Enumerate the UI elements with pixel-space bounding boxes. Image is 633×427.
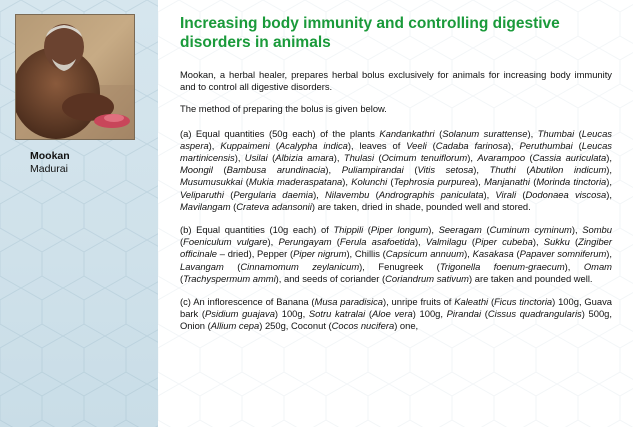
text-run: ) 100g, Guava bark ( (180, 296, 612, 320)
italic-term: Sotru katralai (308, 308, 366, 320)
italic-term: Ocimum tenuiflorum (381, 152, 468, 164)
text-run: ( (574, 127, 582, 139)
text-run: ) 250g, Coconut ( (259, 320, 332, 332)
italic-term: Cadaba farinosa (435, 139, 508, 151)
italic-term: Sombu (582, 224, 612, 236)
text-run: ), (473, 164, 490, 176)
italic-term: Vitis setosa (417, 164, 474, 176)
text-run: ), (267, 236, 279, 248)
italic-term: Dodonaea viscosa (525, 188, 607, 200)
text-run: ( (515, 164, 530, 176)
text-run: (c) An inflorescence of Banana ( (180, 296, 315, 308)
italic-term: Trachyspermum ammi (183, 272, 276, 284)
italic-term: Abutilon indicum (529, 164, 607, 176)
italic-term: Musa paradisica (314, 296, 383, 308)
text-run: ), unripe fruits of (383, 296, 455, 308)
text-run: ), (428, 224, 439, 236)
text-run: ) 100g, (274, 308, 309, 320)
italic-term: Pirandai (446, 308, 482, 320)
italic-term: Coriandrum sativum (385, 272, 469, 284)
italic-term: Zingiber officinale (180, 236, 612, 260)
text-run: ( (466, 236, 475, 248)
italic-term: Seeragam (438, 224, 482, 236)
healer-name: Mookan (30, 150, 70, 162)
italic-term: Kaleathi (454, 296, 489, 308)
article-title: Increasing body immunity and controlling digestive disorders in animals (180, 15, 560, 51)
text-run: ), Fenugreek ( (359, 260, 440, 272)
text-run: ) are taken, dried in shade, pounded well and stored. (311, 200, 531, 212)
italic-term: Ferula asafoetida (339, 236, 415, 248)
italic-term: Perungayam (278, 236, 332, 248)
italic-term: Musumusukkai (180, 176, 243, 188)
italic-term: Puliampirandai (341, 164, 404, 176)
text-run: ), (483, 188, 496, 200)
text-run: ( (331, 236, 340, 248)
text-run: ( (403, 164, 418, 176)
method-paragraph: The method of preparing the bolus is given below. (180, 103, 387, 115)
italic-term: Usilai (244, 152, 268, 164)
italic-term: Tephrosia purpurea (393, 176, 476, 188)
italic-term: Thulasi (343, 152, 375, 164)
italic-term: Solanum surattense (442, 127, 528, 139)
text-run: ( (374, 152, 382, 164)
text-run: ( (516, 188, 526, 200)
italic-term: Cissus quadrangularis (487, 308, 582, 320)
italic-term: Pergularia daemia (233, 188, 314, 200)
text-run: ( (365, 308, 373, 320)
text-run: ( (242, 176, 249, 188)
text-run: ( (212, 164, 227, 176)
text-run: ) one, (394, 320, 419, 332)
text-run: ), (532, 236, 544, 248)
paragraph-b (180, 224, 612, 285)
text-run: ( (223, 260, 241, 272)
italic-term: Avarampoo (477, 152, 526, 164)
italic-term: Capsicum annuum (385, 248, 465, 260)
text-run: ), (234, 152, 245, 164)
text-run: ( (387, 176, 394, 188)
italic-term: Piper cubeba (475, 236, 533, 248)
text-run: ( (513, 248, 520, 260)
text-run: ( (572, 139, 582, 151)
text-run: ( (481, 224, 490, 236)
italic-term: Foeniculum vulgare (183, 236, 268, 248)
text-run: ), (507, 139, 520, 151)
text-run: ), leaves of (347, 139, 407, 151)
paragraph-c (180, 296, 612, 333)
italic-term: Kandankathri (379, 127, 435, 139)
italic-term: Sukku (543, 236, 570, 248)
italic-term: Piper longum (370, 224, 429, 236)
text-run: ( (369, 188, 379, 200)
text-run: ), (606, 176, 612, 188)
text-run: ), (333, 152, 344, 164)
text-run: ), (414, 236, 426, 248)
italic-term: Kolunchi (351, 176, 388, 188)
italic-term: Cocos nucifera (331, 320, 395, 332)
italic-term: Virali (495, 188, 517, 200)
text-run: ( (488, 296, 495, 308)
text-run: ), (325, 164, 342, 176)
sidebar (0, 0, 158, 427)
italic-term: Valmilagu (425, 236, 467, 248)
text-run: ( (180, 272, 184, 284)
text-run: – dried), Pepper ( (217, 248, 294, 260)
main-content (158, 0, 633, 427)
text-run: ), (467, 152, 478, 164)
text-run: ( (269, 139, 279, 151)
text-run: ( (525, 152, 533, 164)
text-run: ( (481, 308, 488, 320)
italic-term: Acalypha indica (278, 139, 348, 151)
text-run: ), (313, 188, 326, 200)
italic-term: Aloe vera (372, 308, 413, 320)
text-run: ), (342, 176, 352, 188)
italic-term: Trigonella foenum-graecum (439, 260, 565, 272)
italic-term: Cuminum cyminum (489, 224, 572, 236)
text-run: ( (426, 139, 436, 151)
italic-term: Leucas aspera (180, 127, 612, 151)
text-run: ( (223, 188, 234, 200)
italic-term: Veeli (406, 139, 427, 151)
italic-term: Omam (583, 260, 612, 272)
text-run: ), (564, 260, 584, 272)
italic-term: Ficus tinctoria (494, 296, 553, 308)
italic-term: Papaver somniferum (519, 248, 607, 260)
italic-term: Peruthumbai (519, 139, 573, 151)
italic-term: Andrographis paniculata (378, 188, 484, 200)
italic-term: Albizia amara (275, 152, 334, 164)
article (180, 14, 612, 333)
italic-term: Thuthi (489, 164, 516, 176)
text-run: ) 100g, (412, 308, 447, 320)
text-run: ( (529, 176, 537, 188)
text-run: ), (606, 188, 612, 200)
italic-term: Mukia maderaspatana (248, 176, 343, 188)
text-run: ( (363, 224, 371, 236)
italic-term: Kuppaimeni (220, 139, 270, 151)
text-run: ), (464, 248, 473, 260)
text-run: ), (606, 164, 612, 176)
text-run: ), Chillis ( (346, 248, 386, 260)
text-run: ( (180, 236, 184, 248)
italic-term: Moongil (180, 164, 213, 176)
italic-term: Psidium guajava (205, 308, 275, 320)
text-run: ) 500g, Onion ( (180, 308, 612, 332)
italic-term: Nilavembu (325, 188, 370, 200)
text-run: ( (230, 200, 237, 212)
text-run: (b) Equal quantities (10g each) of (180, 224, 334, 236)
text-run: ( (267, 152, 276, 164)
text-run: ), (527, 127, 538, 139)
text-run: ), (208, 139, 221, 151)
text-run: ) are taken and pounded well. (469, 272, 593, 284)
italic-term: Leucas martinicensis (180, 139, 612, 164)
text-run: ), (606, 248, 612, 260)
italic-term: Thippili (333, 224, 364, 236)
italic-term: Cinnamomum zeylanicum (240, 260, 360, 272)
paragraph-a (180, 128, 612, 213)
italic-term: Kasakasa (472, 248, 514, 260)
healer-portrait-photo (15, 14, 135, 140)
italic-term: Crateva adansonii (236, 200, 312, 212)
healer-place: Madurai (30, 163, 68, 175)
italic-term: Cassia auriculata (532, 152, 607, 164)
text-run: ( (434, 127, 443, 139)
text-run: ), (606, 152, 612, 164)
italic-term: Mavilangam (180, 200, 231, 212)
text-run: ( (569, 236, 579, 248)
italic-term: Veliparuthi (180, 188, 224, 200)
italic-term: Bambusa arundinacia (226, 164, 326, 176)
italic-term: Lavangam (180, 260, 224, 272)
text-run: ), and seeds of coriander ( (275, 272, 386, 284)
italic-term: Morinda tinctoria (536, 176, 607, 188)
italic-term: Thumbai (537, 127, 575, 139)
italic-term: Allium cepa (210, 320, 260, 332)
text-run: ), (475, 176, 485, 188)
text-run: ), (571, 224, 583, 236)
italic-term: Manjanathi (484, 176, 530, 188)
text-run: (a) Equal quantities (50g each) of the plants (180, 127, 380, 139)
intro-paragraph: Mookan, a herbal healer, prepares herbal bolus exclusively for animals for increasing body immunity and to control all digestive disorders. (180, 69, 612, 93)
italic-term: Piper nigrum (293, 248, 347, 260)
